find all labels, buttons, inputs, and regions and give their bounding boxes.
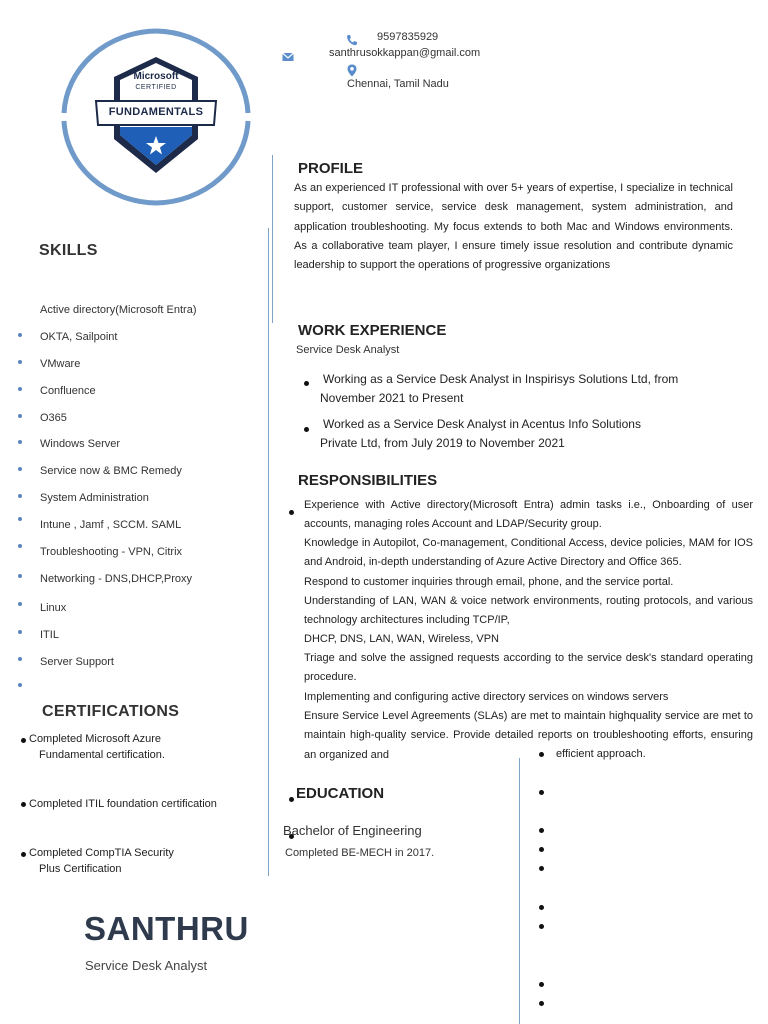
- bullet-dot: [18, 333, 22, 337]
- bullet-dot: [539, 1001, 544, 1006]
- work-item-line: Working as a Service Desk Analyst in Inspirisys Solutions Ltd, from: [323, 372, 679, 386]
- skill-item: OKTA, Sailpoint: [40, 331, 118, 343]
- bullet-dot: [18, 630, 22, 634]
- email-icon: [282, 49, 294, 61]
- bullet-dot: [539, 924, 544, 929]
- bullet-dot: [539, 847, 544, 852]
- certification-line: Completed Microsoft Azure: [29, 733, 162, 745]
- phone-icon: [346, 33, 358, 45]
- responsibility-item: Understanding of LAN, WAN & voice network environments, routing protocols, and various technology architectures including TCP/IP,: [304, 595, 753, 627]
- responsibility-item: Implementing and configuring active directory services on windows servers: [304, 691, 669, 703]
- certification-line: Completed CompTIA Security: [29, 847, 174, 859]
- work-experience-heading: WORK EXPERIENCE: [298, 322, 447, 339]
- skill-item: O365: [40, 412, 67, 424]
- bullet-dot: [18, 440, 22, 444]
- certification-item: [29, 731, 165, 763]
- bullet-dot: [289, 510, 294, 515]
- location-pin-icon: [347, 64, 359, 76]
- bullet-dot: [18, 602, 22, 606]
- bullet-dot: [18, 387, 22, 391]
- skill-item: Linux: [40, 602, 67, 614]
- work-item: [320, 370, 678, 407]
- skill-item: Active directory(Microsoft Entra): [40, 304, 197, 316]
- bullet-dot: [18, 414, 22, 418]
- bullet-dot: [539, 790, 544, 795]
- responsibility-item: Triage and solve the assigned requests according to the service desk's standard operating procedure.: [304, 652, 753, 684]
- bullet-dot: [21, 852, 26, 857]
- bullet-dot: [539, 905, 544, 910]
- skill-item: ITIL: [40, 629, 59, 641]
- skill-item: Server Support: [40, 656, 114, 668]
- bottom-right-divider: [519, 758, 520, 1024]
- certification-line: Completed ITIL foundation certification: [29, 798, 217, 810]
- skill-item: Windows Server: [40, 438, 121, 450]
- responsibility-item: Experience with Active directory(Microsoft Entra) admin tasks i.e., Onboarding of user accounts, managing roles Account and LDAP/Security group.: [304, 499, 753, 531]
- work-item-line: Private Ltd, from July 2019 to November 2021: [320, 435, 565, 450]
- certification-item: [29, 796, 217, 812]
- bullet-dot: [539, 752, 544, 757]
- skill-item: Confluence: [40, 385, 96, 397]
- bullet-dot: [18, 360, 22, 364]
- email-address[interactable]: santhrusokkappan@gmail.com: [329, 47, 481, 59]
- skill-item: Service now & BMC Remedy: [40, 465, 182, 477]
- work-item-line: November 2021 to Present: [320, 390, 464, 405]
- work-item-line: Worked as a Service Desk Analyst in Acentus Info Solutions: [323, 417, 641, 431]
- bullet-dot: [289, 797, 294, 802]
- education-heading: EDUCATION: [296, 785, 385, 802]
- bullet-dot: [18, 517, 22, 521]
- skill-item: VMware: [40, 358, 81, 370]
- candidate-name: SANTHRU: [84, 910, 249, 947]
- work-role: Service Desk Analyst: [296, 344, 400, 356]
- responsibility-item: Respond to customer inquiries through email, phone, and the service portal.: [304, 576, 674, 588]
- skill-item: Intune , Jamf , SCCM. SAML: [40, 519, 182, 531]
- bullet-dot: [21, 802, 26, 807]
- certification-line: Plus Certification: [39, 863, 122, 875]
- responsibility-tail: efficient approach.: [556, 748, 646, 760]
- certifications-heading: CERTIFICATIONS: [42, 703, 180, 720]
- bullet-dot: [539, 828, 544, 833]
- work-item: [320, 415, 641, 452]
- responsibility-item: DHCP, DNS, LAN, WAN, Wireless, VPN: [304, 633, 499, 645]
- bullet-dot: [21, 738, 26, 743]
- badge-line-fundamentals: FUNDAMENTALS: [108, 106, 204, 118]
- bullet-dot: [18, 574, 22, 578]
- skill-item: Troubleshooting - VPN, Citrix: [40, 546, 183, 558]
- bullet-dot: [18, 657, 22, 661]
- skill-item: Networking - DNS,DHCP,Proxy: [40, 573, 193, 585]
- bullet-dot: [304, 381, 309, 386]
- location: Chennai, Tamil Nadu: [347, 78, 449, 90]
- responsibility-item: Knowledge in Autopilot, Co-management, Conditional Access, device policies, MAM for IOS and Android, in-depth understanding of Azure Active Directory and Office 365.: [304, 537, 753, 569]
- bullet-dot: [304, 427, 309, 432]
- certification-badge: [58, 27, 254, 207]
- candidate-title: Service Desk Analyst: [85, 958, 208, 973]
- certification-item: [29, 845, 174, 877]
- education-detail: Completed BE-MECH in 2017.: [285, 847, 435, 859]
- responsibilities-heading: RESPONSIBILITIES: [298, 472, 438, 489]
- responsibility-item: Ensure Service Level Agreements (SLAs) are met to maintain highquality service are met to maintain high-quality service. Provide detailed reports on troubleshooting efforts, ensuring an organized and: [304, 710, 753, 761]
- left-column-divider: [268, 228, 269, 876]
- badge-line-microsoft: Microsoft: [133, 71, 179, 82]
- phone-number[interactable]: 9597835929: [377, 31, 439, 43]
- education-degree: Bachelor of Engineering: [283, 823, 422, 838]
- bullet-dot: [539, 866, 544, 871]
- bullet-dot: [18, 683, 22, 687]
- profile-divider: [272, 155, 273, 323]
- badge-line-certified: CERTIFIED: [135, 84, 177, 91]
- bullet-dot: [18, 544, 22, 548]
- bullet-dot: [18, 467, 22, 471]
- certification-line: Fundamental certification.: [39, 749, 165, 761]
- profile-text: As an experienced IT professional with over 5+ years of expertise, I specialize in technical support, customer service, service desk management, system administration, and application troubleshooting. My focus extends to both Mac and Windows environments. As a collaborative team player, I ensure timely issue resolution and contribute dynamic leadership to support the operations of progressive organizations: [294, 182, 733, 272]
- bullet-dot: [539, 982, 544, 987]
- skills-heading: SKILLS: [39, 242, 98, 259]
- bullet-dot: [18, 494, 22, 498]
- profile-heading: PROFILE: [298, 160, 364, 177]
- skill-item: System Administration: [40, 492, 149, 504]
